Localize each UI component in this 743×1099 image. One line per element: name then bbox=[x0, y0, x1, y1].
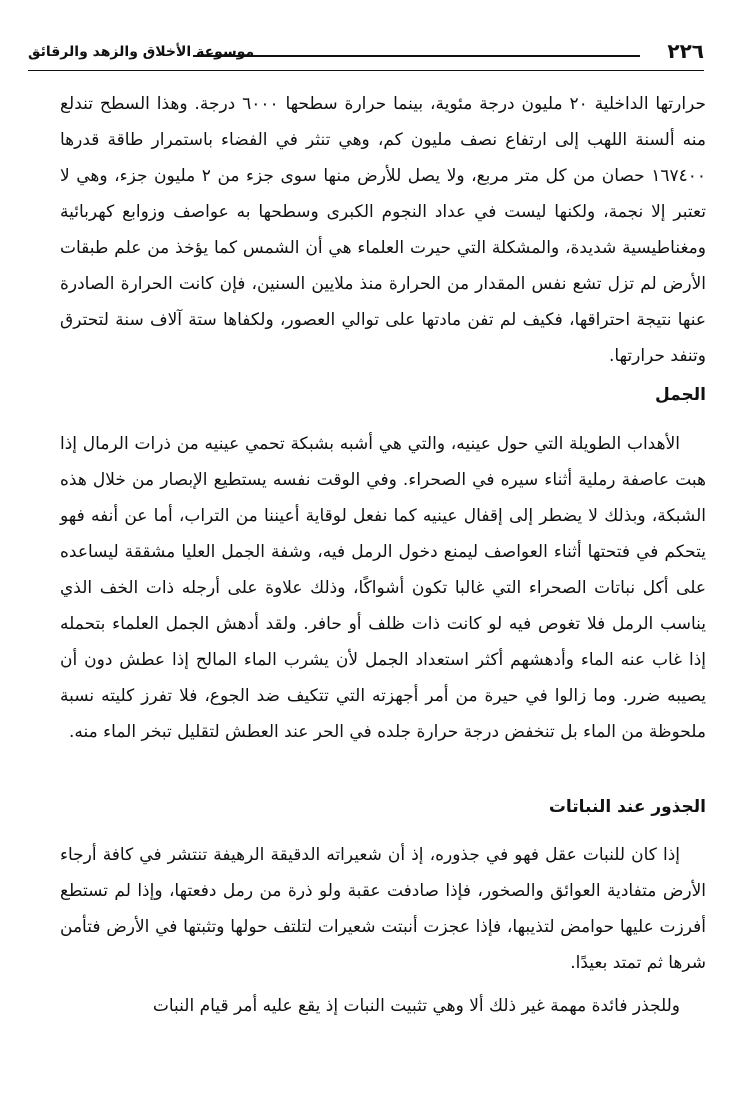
paragraph-camel bbox=[60, 426, 706, 750]
header-rule bbox=[193, 55, 640, 57]
page-header bbox=[28, 38, 704, 68]
paragraph-text: الأهداب الطويلة التي حول عينيه، والتي هي أشبه بشبكة تحمي عينيه من ذرات الرمال إذا هبت عاصفة رملية أثناء سيره في الصحراء. وفي الوقت نفسه يستطيع الإبصار من خلال هذه الشبكة، وبذلك لا يضطر إلى إقفال عينيه كما نفعل لوقاية أعيننا من التراب، أما عن أنفه فهو يتحكم في فتحتها أثناء العواصف ليمنع دخول الرمل فيه، وشفة الجمل العليا مشققة ليساعده على أكل نباتات الصحراء التي غالبا تكون أشواكًا، وذلك علاوة على أرجله ذات الخف الذي يناسب الرمل فلا تغوص فيه لو كانت ذات ظلف أو حافر. ولقد أدهش الجمل العلماء بتحمله إذا غاب عنه الماء وأدهشهم أكثر استعداد الجمل لأن يشرب الماء المالح إذا عطش دون أن يصيبه ضرر. وما زالوا في حيرة من أمر أجهزته التي تتكيف ضد الجوع، فلا تفرز كليته نسبة ملحوظة من الماء بل تنخفض درجة حرارة جلده في الحر عند العطش لتقليل تبخر الماء منه. bbox=[60, 434, 706, 742]
paragraph-root-function bbox=[60, 988, 706, 1024]
paragraph-sun bbox=[60, 86, 706, 374]
paragraph-roots bbox=[60, 837, 706, 981]
running-title: موسوعة الأخلاق والزهد والرقائق bbox=[28, 44, 255, 60]
paragraph-text: حرارتها الداخلية ٢٠ مليون درجة مئوية، بينما حرارة سطحها ٦٠٠٠ درجة. وهذا السطح تندلع منه ألسنة اللهب إلى ارتفاع نصف مليون كم، وهي تنثر في الفضاء باستمرار طاقة قدرها ١٦٧٤٠٠ حصان من كل متر مربع، ولا يصل للأرض منها سوى جزء من ٢ مليون جزء، وهي لا تعتبر إلا نجمة، ولكنها ليست في عداد النجوم الكبرى وسطحها به عواصف وزوابع كهربائية ومغناطيسية شديدة، والمشكلة التي حيرت العلماء هي أن الشمس كما يؤخذ من علم طبقات الأرض لم تزل تشع نفس المقدار من الحرارة منذ ملايين السنين، فإن كانت الحرارة الصادرة عنها نتيجة احتراقها، فكيف لم تفن مادتها على توالي العصور، ولكفاها ستة آلاف سنة لتحترق وتنفد حرارتها. bbox=[60, 94, 706, 366]
page-number: ٢٢٦ bbox=[667, 39, 704, 63]
paragraph-text: وللجذر فائدة مهمة غير ذلك ألا وهي تثبيت النبات إذ يقع عليه أمر قيام النبات bbox=[152, 996, 680, 1016]
section-heading-camel: الجمل bbox=[654, 385, 706, 405]
header-divider bbox=[28, 70, 704, 71]
paragraph-text: إذا كان للنبات عقل فهو في جذوره، إذ أن شعيراته الدقيقة الرهيفة تنتشر في كافة أرجاء الأرض متفادية العوائق والصخور، فإذا صادفت عقبة ولو ذرة من رمل دفعتها، وإذا لم تستطع أفرزت عليها حوامض لتذيبها، فإذا عجزت أنبتت شعيرات لتلتف حولها وتثبتها في الأرض فتأمن شرها ثم تمتد بعيدًا. bbox=[60, 845, 706, 973]
section-heading-roots: الجذور عند النباتات bbox=[548, 797, 706, 817]
